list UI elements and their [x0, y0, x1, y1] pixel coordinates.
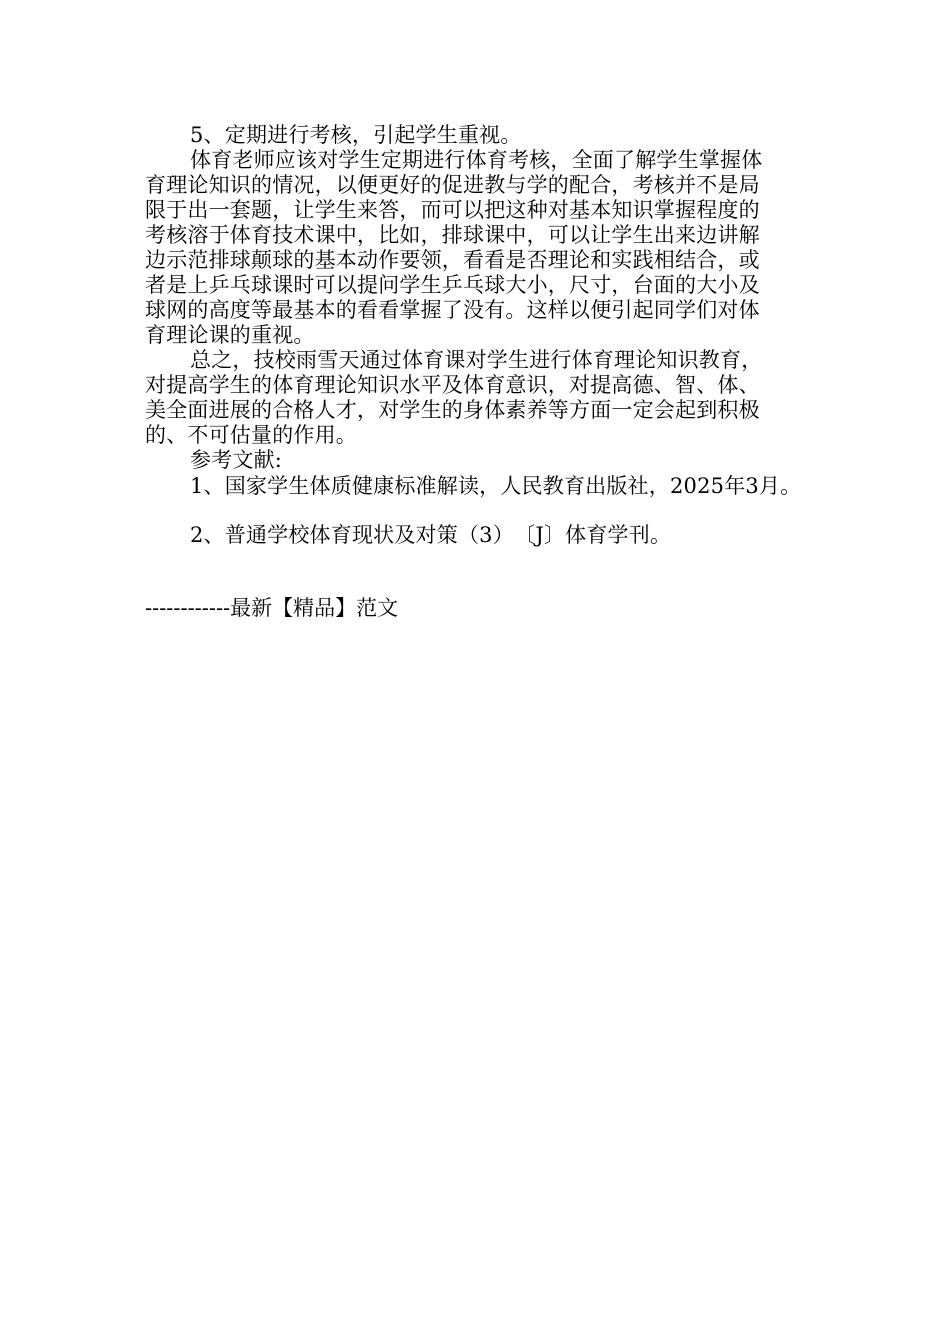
paragraph-line: 育理论知识的情况，以便更好的促进教与学的配合，考核并不是局	[145, 173, 760, 197]
paragraph-line: 球网的高度等最基本的看看掌握了没有。这样以便引起同学们对体	[145, 298, 760, 322]
paragraph-line: 育理论课的重视。	[145, 323, 315, 347]
section-heading: 5、定期进行考核，引起学生重视。	[190, 123, 522, 147]
paragraph-line: 总之，技校雨雪天通过体育课对学生进行体育理论知识教育，	[190, 348, 763, 372]
paragraph-line: 者是上乒乓球课时可以提问学生乒乓球大小，尺寸，台面的大小及	[145, 273, 760, 297]
paragraph-line: 体育老师应该对学生定期进行体育考核，全面了解学生掌握体	[190, 148, 763, 172]
paragraph-line: 的、不可估量的作用。	[145, 423, 357, 447]
paragraph-line: 限于出一套题，让学生来答，而可以把这种对基本知识掌握程度的	[145, 198, 760, 222]
paragraph-line: 对提高学生的体育理论知识水平及体育意识，对提高德、智、体、	[145, 373, 760, 397]
footer-text: ------------最新【精品】范文	[145, 596, 399, 620]
paragraph-line: 边示范排球颠球的基本动作要领，看看是否理论和实践相结合，或	[145, 248, 760, 272]
paragraph-line: 考核溶于体育技术课中，比如，排球课中，可以让学生出来边讲解	[145, 223, 760, 247]
reference-item: 2、普通学校体育现状及对策（3） 〔J〕体育学刊。	[190, 523, 672, 547]
references-heading: 参考文献:	[190, 448, 283, 472]
reference-item: 1、国家学生体质健康标准解读，人民教育出版社，2025年3月。	[190, 474, 802, 498]
paragraph-line: 美全面进展的合格人才，对学生的身体素养等方面一定会起到积极	[145, 398, 760, 422]
